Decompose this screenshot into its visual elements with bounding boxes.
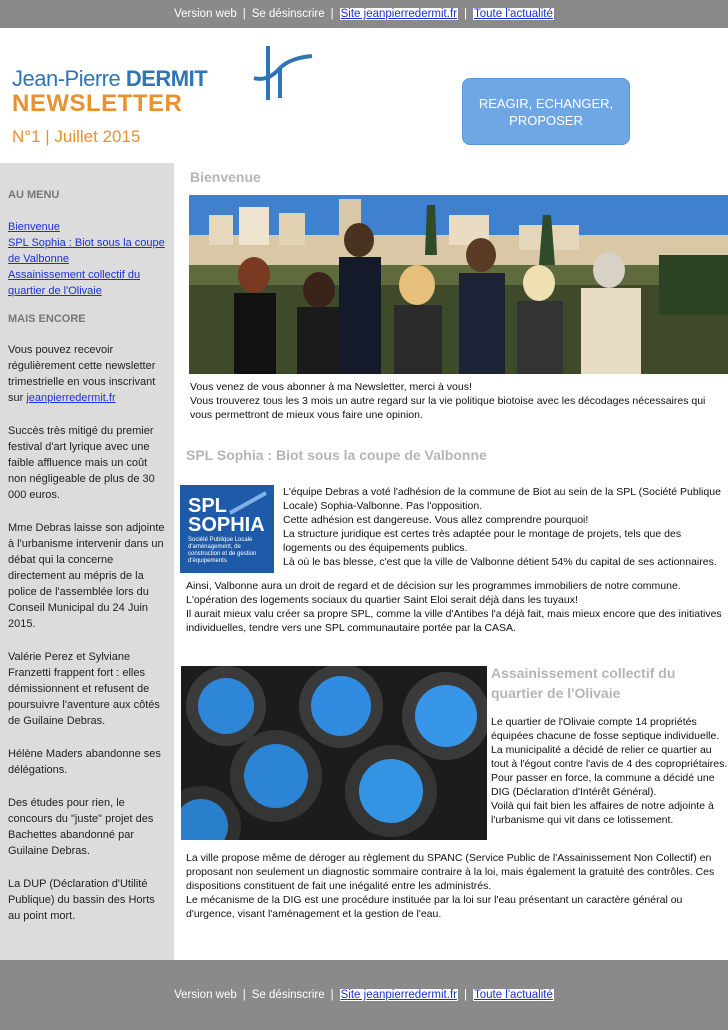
news-link[interactable]: Toute l'actualité — [473, 8, 553, 20]
brand-name: Jean-Pierre DERMIT — [12, 66, 208, 91]
welcome-title: Bienvenue — [190, 169, 261, 185]
spl-text-continued: Ainsi, Valbonne aura un droit de regard et de décision sur les programmes immobiliers de notre commune. L'opération des logements sociaux du quartier Saint Eloi serait déjà dans les tuyaux! Il aurait mieux valu créer sa propre SPL, comme la ville d'Antibes l'a déjà fait, mais mieux encore que des initiatives individuelles, tendre vers une SPL communautaire portée par la CASA. — [186, 580, 722, 634]
separator: | — [242, 989, 246, 1001]
separator: | — [330, 8, 334, 20]
group-photo — [189, 195, 728, 374]
site-link[interactable]: Site jeanpierredermit.fr — [340, 8, 457, 20]
brand-logo-mark — [250, 38, 320, 118]
separator: | — [330, 989, 334, 1001]
top-nav-bar — [0, 0, 728, 28]
spl-logo-mark — [228, 491, 268, 515]
footer-news-link[interactable]: Toute l'actualité — [473, 989, 553, 1001]
news-item: La DUP (Déclaration d'Utilité Publique) du bassin des Horts au point mort. — [8, 878, 155, 922]
menu-heading: AU MENU — [8, 189, 60, 201]
menu-link-sanitation[interactable]: Assainissement collectif du quartier de l'Olivaie — [8, 269, 141, 297]
news-item: Mme Debras laisse son adjointe à l'urbanisme intervenir dans un débat qui la concerne directement au mépris de la police de l'assemblée lors du Conseil Municipal du 24 Juin 2015. — [8, 522, 165, 630]
news-item: Valérie Perez et Sylviane Franzetti frappent fort : elles démissionnent et refusent de poursuivre l'aventure aux côtés de Guilaine Debras. — [8, 651, 160, 727]
footer-nav-bar — [0, 960, 728, 1030]
separator: | — [463, 989, 467, 1001]
subscribe-note: Vous pouvez recevoir régulièrement cette newsletter trimestrielle en vous inscrivant sur jeanpierredermit.fr — [8, 344, 156, 404]
separator: | — [463, 8, 467, 20]
menu-link-spl[interactable]: SPL Sophia : Biot sous la coupe de Valbonne — [8, 237, 165, 265]
pipes-photo — [181, 666, 487, 840]
news-item: Hélène Maders abandonne ses délégations. — [8, 748, 161, 776]
newsletter-header — [0, 28, 728, 163]
spl-title: SPL Sophia : Biot sous la coupe de Valbonne — [186, 447, 487, 463]
welcome-text: Vous venez de vous abonner à ma Newsletter, merci à vous! Vous trouverez tous les 3 mois un autre regard sur la vie politique biotoise avec les décodages nécessaires qui vous permettront de mieux vous faire une opinion. — [190, 381, 706, 421]
news-item: Succès très mitigé du premier festival d'art lyrique avec une faible affluence mais un coût non négligeable de plus de 30 000 euros. — [8, 425, 155, 501]
more-heading: MAIS ENCORE — [8, 313, 86, 325]
menu-link-welcome[interactable]: Bienvenue — [8, 221, 60, 233]
news-item: Des études pour rien, le concours du "juste" projet des Bachettes abandonné par Guilaine Debras. — [8, 797, 154, 857]
brand-newsletter-title: NEWSLETTER — [12, 90, 183, 117]
menu-links — [8, 219, 166, 299]
sanitation-text: Le quartier de l'Olivaie compte 14 propriétés équipées chacune de fosse septique individuelle. La municipalité a décidé de relier ce quartier au tout à l'égout contre l'avis de 4 des copropriétaires. Pour passer en force, la commune a décidé une DIG (Déclaration d'Intérêt Général). Voilà qui fait bien les affaires de notre adjointe à l'urbanisme qui vit dans ce lotissement. — [491, 716, 728, 826]
subscribe-link[interactable]: jeanpierredermit.fr — [26, 392, 116, 404]
unsubscribe-link[interactable]: Se désinscrire — [251, 8, 325, 20]
web-version-link[interactable]: Version web — [174, 8, 237, 20]
main-content — [174, 163, 728, 960]
spl-sophia-logo: SPL SOPHIA Société Publique Locale d'aménagement, de construction et de gestion d'équipements — [180, 485, 274, 573]
footer-site-link[interactable]: Site jeanpierredermit.fr — [340, 989, 457, 1001]
sidebar — [0, 163, 174, 960]
footer-unsubscribe-link[interactable]: Se désinscrire — [251, 989, 325, 1001]
react-exchange-propose-button[interactable]: REAGIR, ECHANGER, PROPOSER — [462, 78, 630, 145]
sanitation-text-continued: La ville propose même de déroger au règlement du SPANC (Service Public de l'Assainissement Non Collectif) en proposant non seulement un diagnostic sommaire contraire à la loi, mais également la gratuité des contrôles. Ces dispositions constituent de fait une inégalité entre les administrés. Le mécanisme de la DIG est une procédure instituée par la loi sur l'eau présentant un caractère général ou d'urgence, visant l'aménagement et la gestion de l'eau. — [186, 852, 715, 920]
sanitation-title: Assainissement collectif du quartier de l'Olivaie — [491, 665, 676, 701]
separator: | — [242, 8, 246, 20]
issue-label: N°1 | Juillet 2015 — [12, 127, 141, 146]
spl-text: L'équipe Debras a voté l'adhésion de la commune de Biot au sein de la SPL (Société Publique Locale) Sophia-Valbonne. Pas l'opposition. Cette adhésion est dangereuse. Vous allez comprendre pourquoi! La structure juridique est certes très adaptée pour le montage de projets, tels que des logements ou des équipements publics. Là où le bas blesse, c'est que la ville de Valbonne détient 54% du capital de ses actionnaires. — [283, 486, 721, 568]
footer-web-version-link[interactable]: Version web — [174, 989, 237, 1001]
